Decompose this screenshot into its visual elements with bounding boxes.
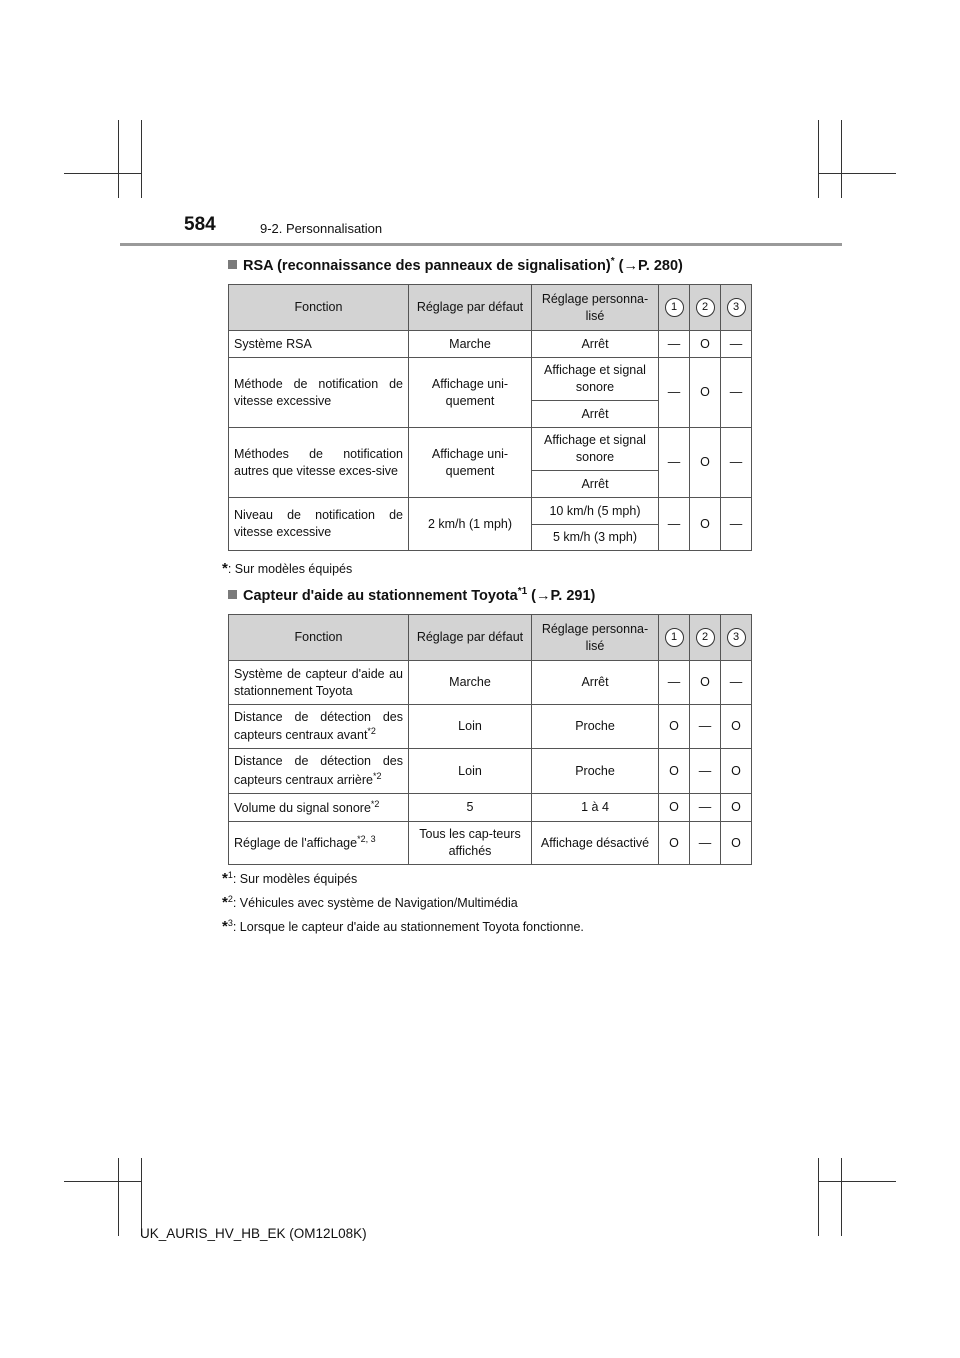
table-row: Système RSA Marche Arrêt — O — (229, 331, 752, 358)
table-row: Arrêt (229, 471, 752, 498)
parking-table (228, 614, 752, 865)
crop-mark (841, 120, 842, 198)
parking-heading-text: Capteur d'aide au stationnement Toyota (243, 587, 518, 604)
crop-mark (118, 120, 119, 198)
circled-number-3-icon: 3 (727, 298, 746, 317)
rsa-heading-text: RSA (reconnaissance des panneaux de signalisation) (243, 257, 611, 274)
bullet-square-icon (228, 590, 237, 599)
table-row: 5 km/h (3 mph) (229, 525, 752, 551)
col-2 (690, 615, 721, 661)
crop-mark (141, 120, 142, 198)
crop-mark (118, 1158, 119, 1236)
header-rule (120, 243, 842, 246)
table-row: Niveau de notification de vitesse excessive 2 km/h (1 mph) 10 km/h (5 mph) — O — (229, 498, 752, 525)
parking-footnote-2: *$^2$: Véhicules avec système de Navigation/Multimédia (222, 894, 518, 912)
col-defaut: Réglage par défaut (409, 615, 532, 661)
parking-heading (228, 586, 595, 604)
table-row: Réglage de l'affichage$^{*2, 3}$ Tous les cap-teurs affichés Affichage désactivé O — O (229, 822, 752, 865)
col-3 (721, 615, 752, 661)
crop-mark (818, 173, 896, 174)
circled-number-1-icon: 1 (665, 628, 684, 647)
parking-footnote-1: *$^1$: Sur modèles équipés (222, 870, 358, 888)
crop-mark (818, 1158, 819, 1236)
table-row: Méthode de notification de vitesse excessive Affichage uni-quement Affichage et signal sonore — O — (229, 358, 752, 401)
rsa-table (228, 284, 752, 551)
rsa-heading-mark: * (610, 256, 615, 267)
table-row: Arrêt (229, 401, 752, 428)
crop-mark (841, 1158, 842, 1236)
col-3 (721, 285, 752, 331)
col-2 (690, 285, 721, 331)
col-perso: Réglage personna-lisé (532, 285, 659, 331)
rsa-heading (228, 256, 683, 274)
table-row: Volume du signal sonore$^{*2}$ 5 1 à 4 O — O (229, 794, 752, 822)
circled-number-3-icon: 3 (727, 628, 746, 647)
table-row: Méthodes de notification autres que vitesse exces-sive Affichage uni-quement Affichage et signal sonore — O — (229, 428, 752, 471)
document-code: UK_AURIS_HV_HB_EK (OM12L08K) (140, 1226, 367, 1241)
table-row: Distance de détection des capteurs centraux avant$^{*2}$ Loin Proche O — O (229, 705, 752, 749)
rsa-footnote: *: Sur modèles équipés (222, 560, 353, 577)
circled-number-2-icon: 2 (696, 628, 715, 647)
crop-mark (64, 173, 142, 174)
rsa-heading-ref: (→P. 280) (614, 257, 683, 274)
col-1 (659, 285, 690, 331)
parking-heading-ref: (→P. 291) (527, 587, 596, 604)
col-fonction: Fonction (229, 615, 409, 661)
crop-mark (141, 1158, 142, 1236)
section-title: 9-2. Personnalisation (260, 221, 383, 236)
table-row: Système de capteur d'aide au stationnement Toyota Marche Arrêt — O — (229, 661, 752, 705)
parking-footnote-3: *$^3$: Lorsque le capteur d'aide au stationnement Toyota fonctionne. (222, 918, 584, 936)
col-fonction: Fonction (229, 285, 409, 331)
bullet-square-icon (228, 260, 237, 269)
table-row: Distance de détection des capteurs centraux arrière$^{*2}$ Loin Proche O — O (229, 749, 752, 794)
col-perso: Réglage personna-lisé (532, 615, 659, 661)
col-1 (659, 615, 690, 661)
col-defaut: Réglage par défaut (409, 285, 532, 331)
circled-number-2-icon: 2 (696, 298, 715, 317)
parking-heading-mark: *1 (517, 586, 528, 597)
crop-mark (64, 1181, 142, 1182)
page-number: 584 (184, 214, 216, 235)
crop-mark (818, 120, 819, 198)
circled-number-1-icon: 1 (665, 298, 684, 317)
crop-mark (818, 1181, 896, 1182)
